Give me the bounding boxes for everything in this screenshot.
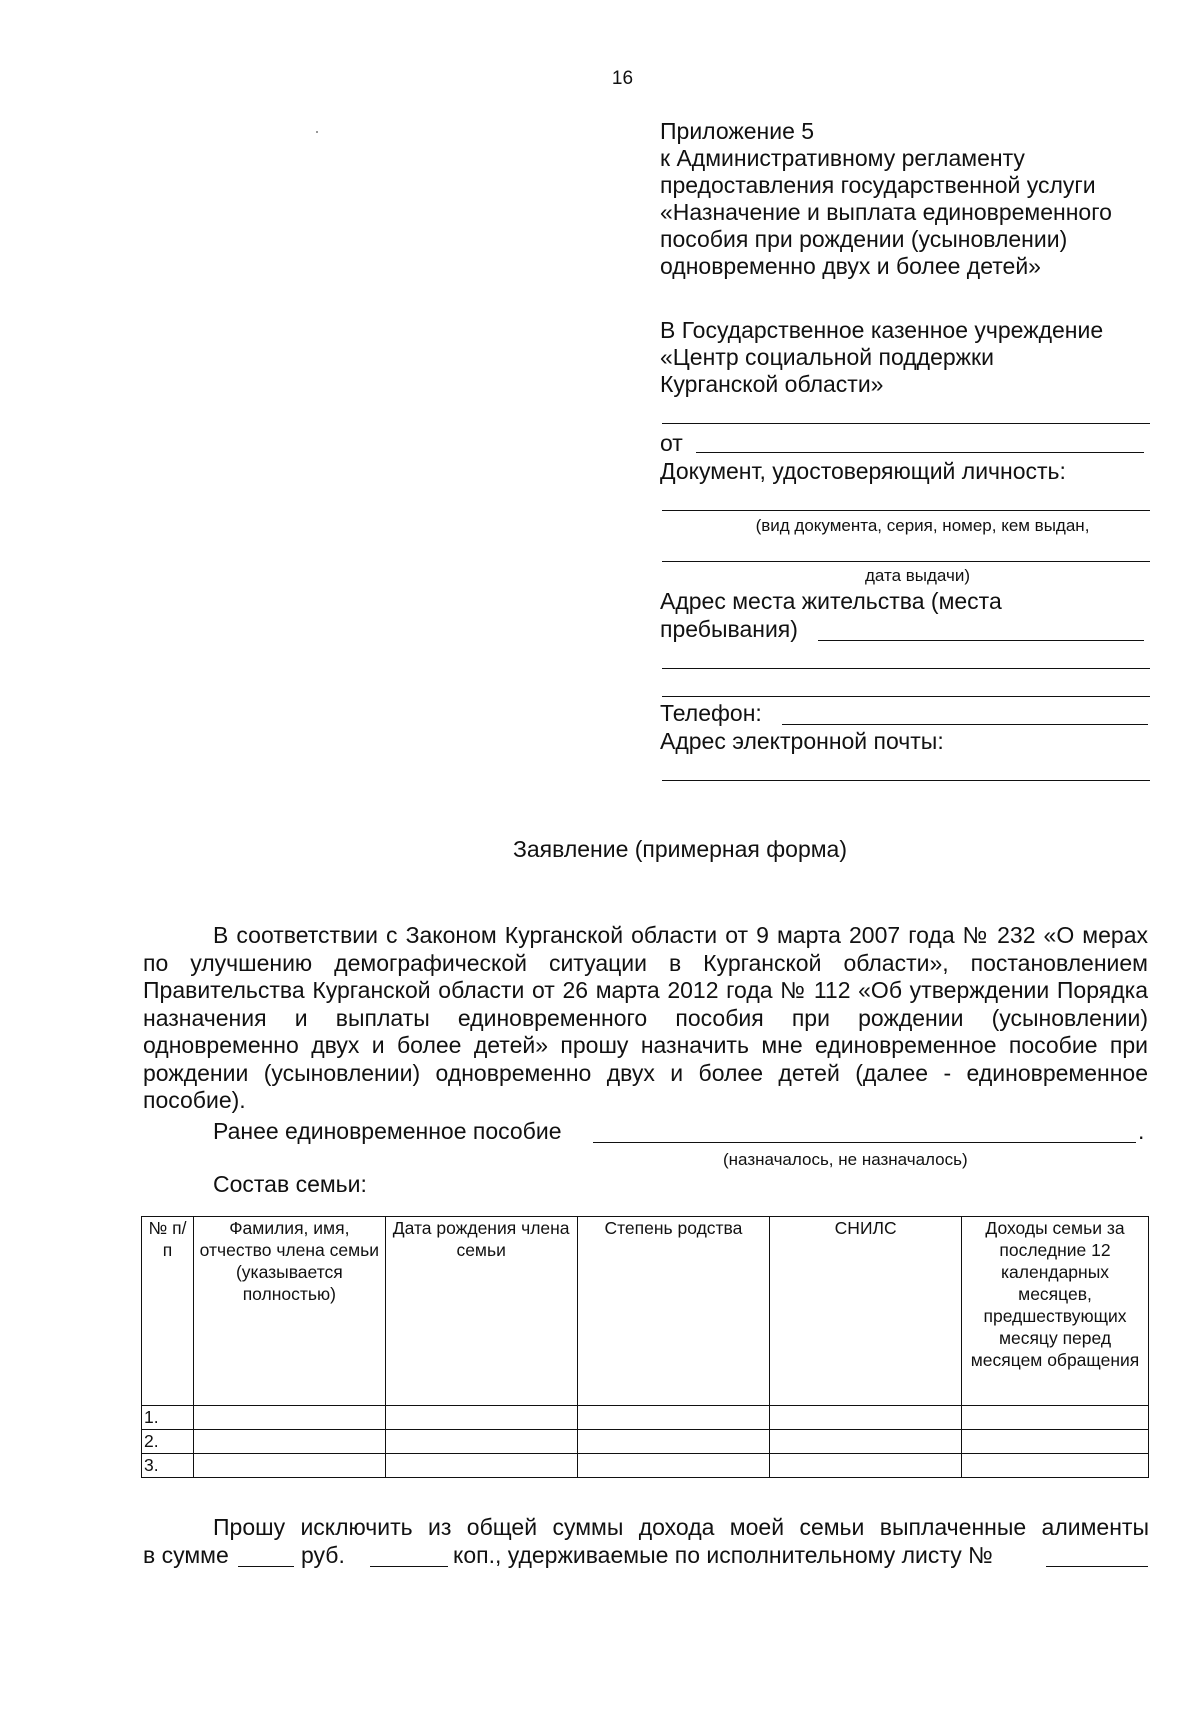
cell-snils[interactable] bbox=[770, 1454, 962, 1478]
from-label: от bbox=[660, 430, 683, 456]
kopecks-label: коп., удерживаемые по исполнительному листу № bbox=[453, 1542, 993, 1568]
address-field-3[interactable] bbox=[662, 696, 1150, 697]
id-document-field[interactable] bbox=[662, 510, 1150, 511]
cell-income[interactable] bbox=[962, 1406, 1149, 1430]
writ-number-field[interactable] bbox=[1046, 1566, 1148, 1567]
address-label-1: Адрес места жительства (места bbox=[660, 588, 1002, 614]
scan-speck bbox=[316, 131, 318, 133]
address-field[interactable] bbox=[818, 640, 1144, 641]
previously-end: . bbox=[1138, 1118, 1145, 1144]
table-header-row bbox=[142, 1217, 1149, 1406]
appendix-line: пособия при рождении (усыновлении) bbox=[660, 226, 1068, 252]
table-row bbox=[142, 1454, 1149, 1478]
cell-snils[interactable] bbox=[770, 1430, 962, 1454]
alimony-line-1: Прошу исключить из общей суммы дохода моей семьи выплаченные алименты bbox=[213, 1514, 1149, 1540]
cell-income[interactable] bbox=[962, 1454, 1149, 1478]
row-number: 3. bbox=[142, 1454, 194, 1478]
rubles-label: руб. bbox=[301, 1542, 345, 1568]
email-label: Адрес электронной почты: bbox=[660, 728, 944, 754]
page-number: 16 bbox=[611, 68, 634, 89]
address-field-2[interactable] bbox=[662, 668, 1150, 669]
email-field[interactable] bbox=[662, 780, 1150, 781]
addressee-line: В Государственное казенное учреждение bbox=[660, 317, 1104, 343]
cell-full-name[interactable] bbox=[193, 1430, 385, 1454]
cell-birth-date[interactable] bbox=[385, 1406, 577, 1430]
cell-full-name[interactable] bbox=[193, 1406, 385, 1430]
cell-snils[interactable] bbox=[770, 1406, 962, 1430]
cell-relationship[interactable] bbox=[577, 1406, 770, 1430]
row-number: 1. bbox=[142, 1406, 194, 1430]
id-document-hint-1: (вид документа, серия, номер, кем выдан, bbox=[755, 516, 1090, 535]
header-snils: СНИЛС bbox=[770, 1217, 962, 1406]
family-label: Состав семьи: bbox=[213, 1171, 367, 1197]
document-title: Заявление (примерная форма) bbox=[512, 836, 848, 862]
phone-field[interactable] bbox=[782, 724, 1148, 725]
alimony-sum-label: в сумме bbox=[143, 1542, 229, 1568]
header-income: Доходы семьи за последние 12 календарных месяцев, предшествующих месяцу перед месяцем обращения bbox=[962, 1217, 1149, 1406]
appendix-block bbox=[660, 118, 1150, 280]
addressee-line: Курганской области» bbox=[660, 371, 884, 397]
appendix-line: к Административному регламенту bbox=[660, 145, 1025, 171]
main-paragraph: В соответствии с Законом Курганской области от 9 марта 2007 года № 232 «О мерах по улучшению демографической ситуации в Курганской области», постановлением Правительства Курганской области от 26 марта 2012 года № 112 «Об утверждении Порядка назначения и выплаты единовременного пособия при рождении (усыновлении) одновременно двух и более детей» прошу назначить мне единовременное пособие при рождении (усыновлении) одновременно двух и более детей (далее - единовременное пособие). bbox=[143, 922, 1148, 1113]
cell-income[interactable] bbox=[962, 1430, 1149, 1454]
previously-field[interactable] bbox=[593, 1142, 1136, 1143]
rubles-field[interactable] bbox=[238, 1566, 294, 1567]
table-row bbox=[142, 1406, 1149, 1430]
header-full-name: Фамилия, имя, отчество члена семьи (указывается полностью) bbox=[193, 1217, 385, 1406]
appendix-line: Приложение 5 bbox=[660, 118, 815, 144]
id-document-hint-2: дата выдачи) bbox=[864, 566, 971, 585]
header-birth-date: Дата рождения члена семьи bbox=[385, 1217, 577, 1406]
cell-birth-date[interactable] bbox=[385, 1454, 577, 1478]
phone-label: Телефон: bbox=[660, 700, 762, 726]
appendix-line: одновременно двух и более детей» bbox=[660, 253, 1041, 279]
cell-full-name[interactable] bbox=[193, 1454, 385, 1478]
address-label-2: пребывания) bbox=[660, 616, 798, 642]
cell-relationship[interactable] bbox=[577, 1454, 770, 1478]
id-document-field-2[interactable] bbox=[662, 561, 1150, 562]
table-row bbox=[142, 1430, 1149, 1454]
addressee-line: «Центр социальной поддержки bbox=[660, 344, 994, 370]
previously-hint: (назначалось, не назначалось) bbox=[723, 1150, 968, 1169]
cell-relationship[interactable] bbox=[577, 1430, 770, 1454]
addressee-block bbox=[660, 317, 1150, 398]
header-number: № п/п bbox=[142, 1217, 194, 1406]
addressee-blank-line[interactable] bbox=[662, 423, 1150, 424]
id-document-label: Документ, удостоверяющий личность: bbox=[660, 458, 1066, 484]
row-number: 2. bbox=[142, 1430, 194, 1454]
family-table bbox=[141, 1216, 1149, 1478]
kopecks-field[interactable] bbox=[370, 1566, 448, 1567]
appendix-line: предоставления государственной услуги bbox=[660, 172, 1096, 198]
appendix-line: «Назначение и выплата единовременного bbox=[660, 199, 1112, 225]
from-field[interactable] bbox=[696, 452, 1144, 453]
header-relationship: Степень родства bbox=[577, 1217, 770, 1406]
cell-birth-date[interactable] bbox=[385, 1430, 577, 1454]
previously-label: Ранее единовременное пособие bbox=[213, 1118, 562, 1144]
